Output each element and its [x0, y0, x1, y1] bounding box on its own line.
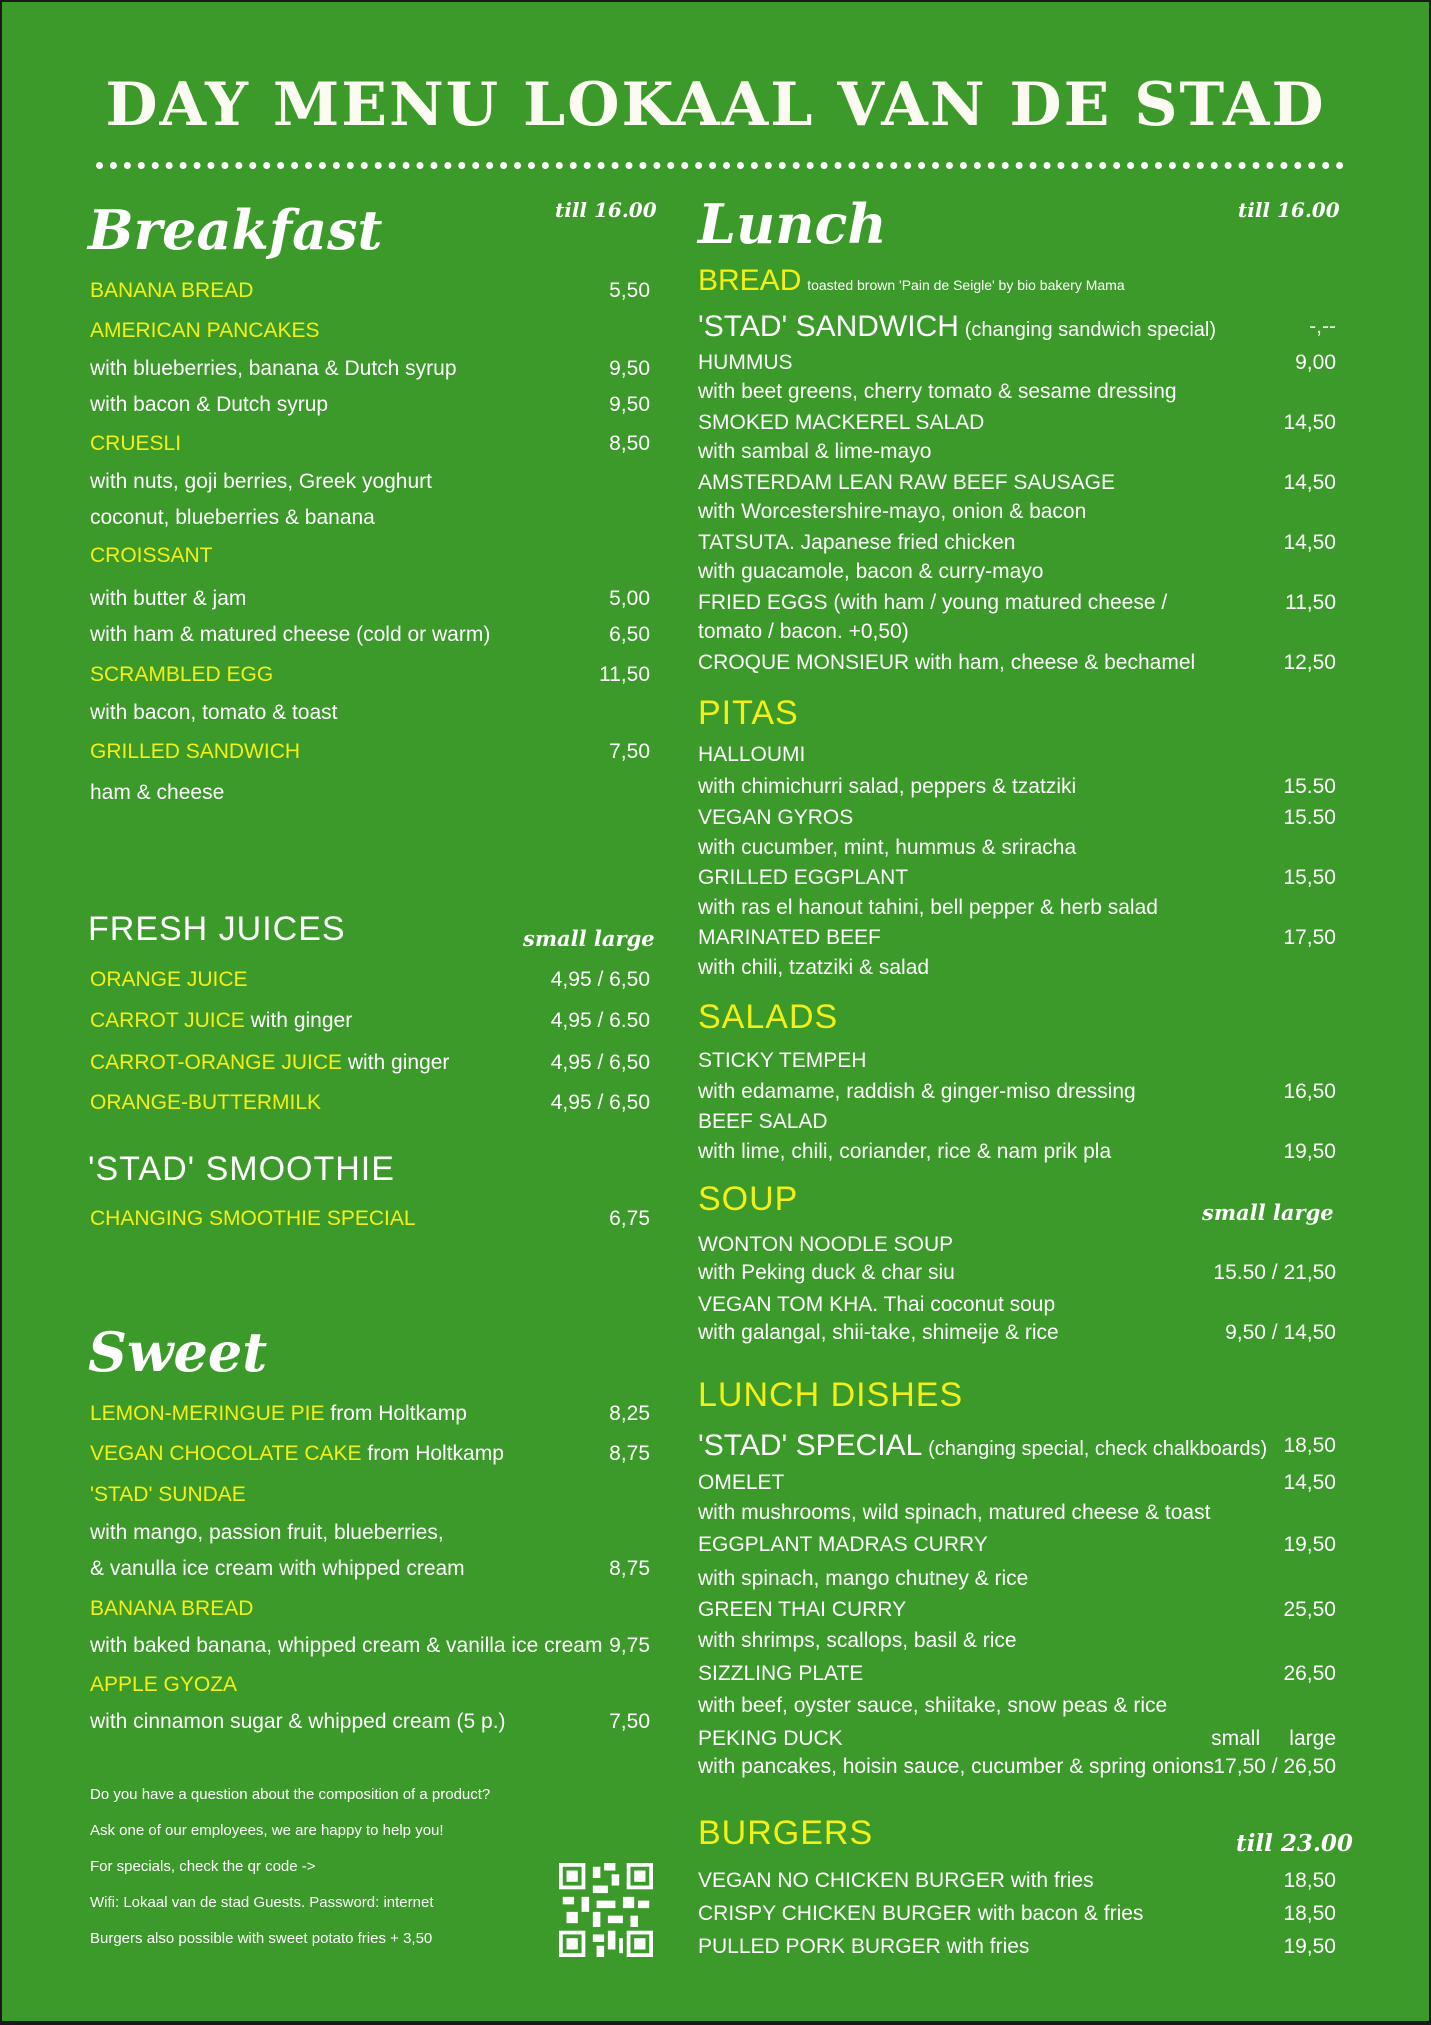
- salad-item: BEEF SALAD: [698, 1110, 828, 1133]
- breakfast-item: BANANA BREAD 5,50: [90, 279, 650, 302]
- sweet-item: 'STAD' SUNDAE: [90, 1483, 246, 1506]
- smoothie-heading: 'STAD' SMOOTHIE: [88, 1150, 395, 1188]
- sweet-item: with mango, passion fruit, blueberries,: [90, 1521, 444, 1544]
- breakfast-item: AMERICAN PANCAKES: [90, 319, 320, 342]
- pita-item: with cucumber, mint, hummus & sriracha: [698, 836, 1077, 859]
- dish-item: with beef, oyster sauce, shiitake, snow peas & rice: [698, 1694, 1168, 1717]
- pita-item: with chimichurri salad, peppers & tzatziki 15.50: [698, 775, 1336, 798]
- lunch-item: with beet greens, cherry tomato & sesame dressing: [698, 380, 1177, 403]
- soup-heading: SOUP: [698, 1180, 799, 1218]
- smoothie-item: CHANGING SMOOTHIE SPECIAL 6,75: [90, 1207, 650, 1230]
- lunch-item: CROQUE MONSIEUR with ham, cheese & bechamel 12,50: [698, 651, 1336, 674]
- breakfast-item: with ham & matured cheese (cold or warm) 6,50: [90, 623, 650, 646]
- juice-item: ORANGE JUICE 4,95 / 6,50: [90, 968, 650, 991]
- menu-page: [2, 2, 1429, 2021]
- footer-note: Do you have a question about the composition of a product?: [90, 1786, 491, 1803]
- sweet-heading: Sweet: [88, 1320, 268, 1384]
- footer-note: Wifi: Lokaal van de stad Guests. Password: internet: [90, 1894, 434, 1911]
- lunch-item: FRIED EGGS (with ham / young matured cheese / 11,50: [698, 591, 1336, 614]
- dish-item: with shrimps, scallops, basil & rice: [698, 1629, 1017, 1652]
- breakfast-item: with nuts, goji berries, Greek yoghurt: [90, 470, 432, 493]
- breakfast-item: CRUESLI 8,50: [90, 432, 650, 455]
- soup-item: VEGAN TOM KHA. Thai coconut soup: [698, 1293, 1056, 1316]
- breakfast-item: ham & cheese: [90, 781, 225, 804]
- sweet-item: APPLE GYOZA: [90, 1673, 238, 1696]
- pita-item: with chili, tzatziki & salad: [698, 956, 930, 979]
- menu-title: DAY MENU LOKAAL VAN DE STAD: [105, 70, 1326, 140]
- sweet-item: BANANA BREAD: [90, 1597, 254, 1620]
- breakfast-item: with blueberries, banana & Dutch syrup 9,50: [90, 357, 650, 380]
- soup-item: WONTON NOODLE SOUP: [698, 1233, 954, 1256]
- soup-item: with Peking duck & char siu 15.50 / 21,50: [698, 1261, 1336, 1284]
- pita-item: GRILLED EGGPLANT 15,50: [698, 866, 1336, 889]
- footer-note: For specials, check the qr code ->: [90, 1858, 316, 1875]
- juice-item: ORANGE-BUTTERMILK 4,95 / 6,50: [90, 1091, 650, 1114]
- breakfast-heading: Breakfast: [88, 198, 383, 262]
- sweet-item: with baked banana, whipped cream & vanilla ice cream 9,75: [90, 1634, 650, 1657]
- juice-item: CARROT JUICE with ginger 4,95 / 6.50: [90, 1009, 650, 1032]
- sweet-item: & vanulla ice cream with whipped cream 8,75: [90, 1557, 650, 1580]
- burgers-heading: BURGERS: [698, 1814, 874, 1852]
- lunch-item: SMOKED MACKEREL SALAD 14,50: [698, 411, 1336, 434]
- sweet-item: VEGAN CHOCOLATE CAKE from Holtkamp 8,75: [90, 1442, 650, 1465]
- lunch-item: with Worcestershire-mayo, onion & bacon: [698, 500, 1087, 523]
- lunch-item: TATSUTA. Japanese fried chicken 14,50: [698, 531, 1336, 554]
- breakfast-item: CROISSANT: [90, 544, 213, 567]
- dotted-divider: [96, 162, 1344, 169]
- footer-note: Ask one of our employees, we are happy to help you!: [90, 1822, 444, 1839]
- juices-sizes: small large: [523, 926, 655, 951]
- breakfast-till: till 16.00: [555, 198, 657, 222]
- lunch-till: till 16.00: [1238, 198, 1340, 222]
- dish-item: OMELET 14,50: [698, 1471, 1336, 1494]
- soup-item: with galangal, shii-take, shimeije & rice 9,50 / 14,50: [698, 1321, 1336, 1344]
- dish-item: GREEN THAI CURRY 25,50: [698, 1598, 1336, 1621]
- qr-code-icon[interactable]: [559, 1860, 653, 1960]
- breakfast-item: SCRAMBLED EGG 11,50: [90, 663, 650, 686]
- lunch-item: HUMMUS 9,00: [698, 351, 1336, 374]
- breakfast-item: with bacon, tomato & toast: [90, 701, 338, 724]
- pitas-heading: PITAS: [698, 694, 799, 732]
- pita-item: VEGAN GYROS 15.50: [698, 806, 1336, 829]
- salad-item: with lime, chili, coriander, rice & nam prik pla 19,50: [698, 1140, 1336, 1163]
- stad-special: 'STAD' SPECIAL (changing special, check chalkboards) 18,50: [698, 1429, 1336, 1462]
- burgers-till: till 23.00: [1236, 1830, 1353, 1857]
- dish-item: with pancakes, hoisin sauce, cucumber & spring onions 17,50 / 26,50: [698, 1755, 1336, 1778]
- juice-item: CARROT-ORANGE JUICE with ginger 4,95 / 6,50: [90, 1051, 650, 1074]
- footer-note: Burgers also possible with sweet potato fries + 3,50: [90, 1930, 433, 1947]
- sweet-item: with cinnamon sugar & whipped cream (5 p.) 7,50: [90, 1710, 650, 1733]
- dish-item: with mushrooms, wild spinach, matured cheese & toast: [698, 1501, 1211, 1524]
- burger-item: VEGAN NO CHICKEN BURGER with fries 18,50: [698, 1869, 1336, 1892]
- juices-heading: FRESH JUICES: [88, 910, 346, 948]
- pita-item: with ras el hanout tahini, bell pepper & herb salad: [698, 896, 1158, 919]
- pita-item: MARINATED BEEF 17,50: [698, 926, 1336, 949]
- burger-item: PULLED PORK BURGER with fries 19,50: [698, 1935, 1336, 1958]
- soup-sizes: small large: [1202, 1200, 1334, 1225]
- lunch-item: with sambal & lime-mayo: [698, 440, 932, 463]
- bread-heading-row: BREAD toasted brown 'Pain de Seigle' by bio bakery Mama: [698, 264, 1125, 297]
- pita-item: HALLOUMI: [698, 743, 806, 766]
- dish-item: SIZZLING PLATE 26,50: [698, 1662, 1336, 1685]
- lunch-heading: Lunch: [698, 192, 887, 256]
- dish-item: PEKING DUCK small large: [698, 1727, 1336, 1750]
- burger-item: CRISPY CHICKEN BURGER with bacon & fries 18,50: [698, 1902, 1336, 1925]
- lunch-dishes-heading: LUNCH DISHES: [698, 1376, 964, 1414]
- breakfast-item: with bacon & Dutch syrup 9,50: [90, 393, 650, 416]
- dish-item: EGGPLANT MADRAS CURRY 19,50: [698, 1533, 1336, 1556]
- dish-item: with spinach, mango chutney & rice: [698, 1567, 1029, 1590]
- lunch-item: AMSTERDAM LEAN RAW BEEF SAUSAGE 14,50: [698, 471, 1336, 494]
- stad-sandwich: 'STAD' SANDWICH (changing sandwich special) -,--: [698, 310, 1336, 343]
- lunch-item: tomato / bacon. +0,50): [698, 620, 909, 643]
- salads-heading: SALADS: [698, 998, 839, 1036]
- salad-item: STICKY TEMPEH: [698, 1049, 867, 1072]
- breakfast-item: coconut, blueberries & banana: [90, 506, 375, 529]
- salad-item: with edamame, raddish & ginger-miso dressing 16,50: [698, 1080, 1336, 1103]
- sweet-item: LEMON-MERINGUE PIE from Holtkamp 8,25: [90, 1402, 650, 1425]
- breakfast-item: GRILLED SANDWICH 7,50: [90, 740, 650, 763]
- breakfast-item: with butter & jam 5,00: [90, 587, 650, 610]
- lunch-item: with guacamole, bacon & curry-mayo: [698, 560, 1044, 583]
